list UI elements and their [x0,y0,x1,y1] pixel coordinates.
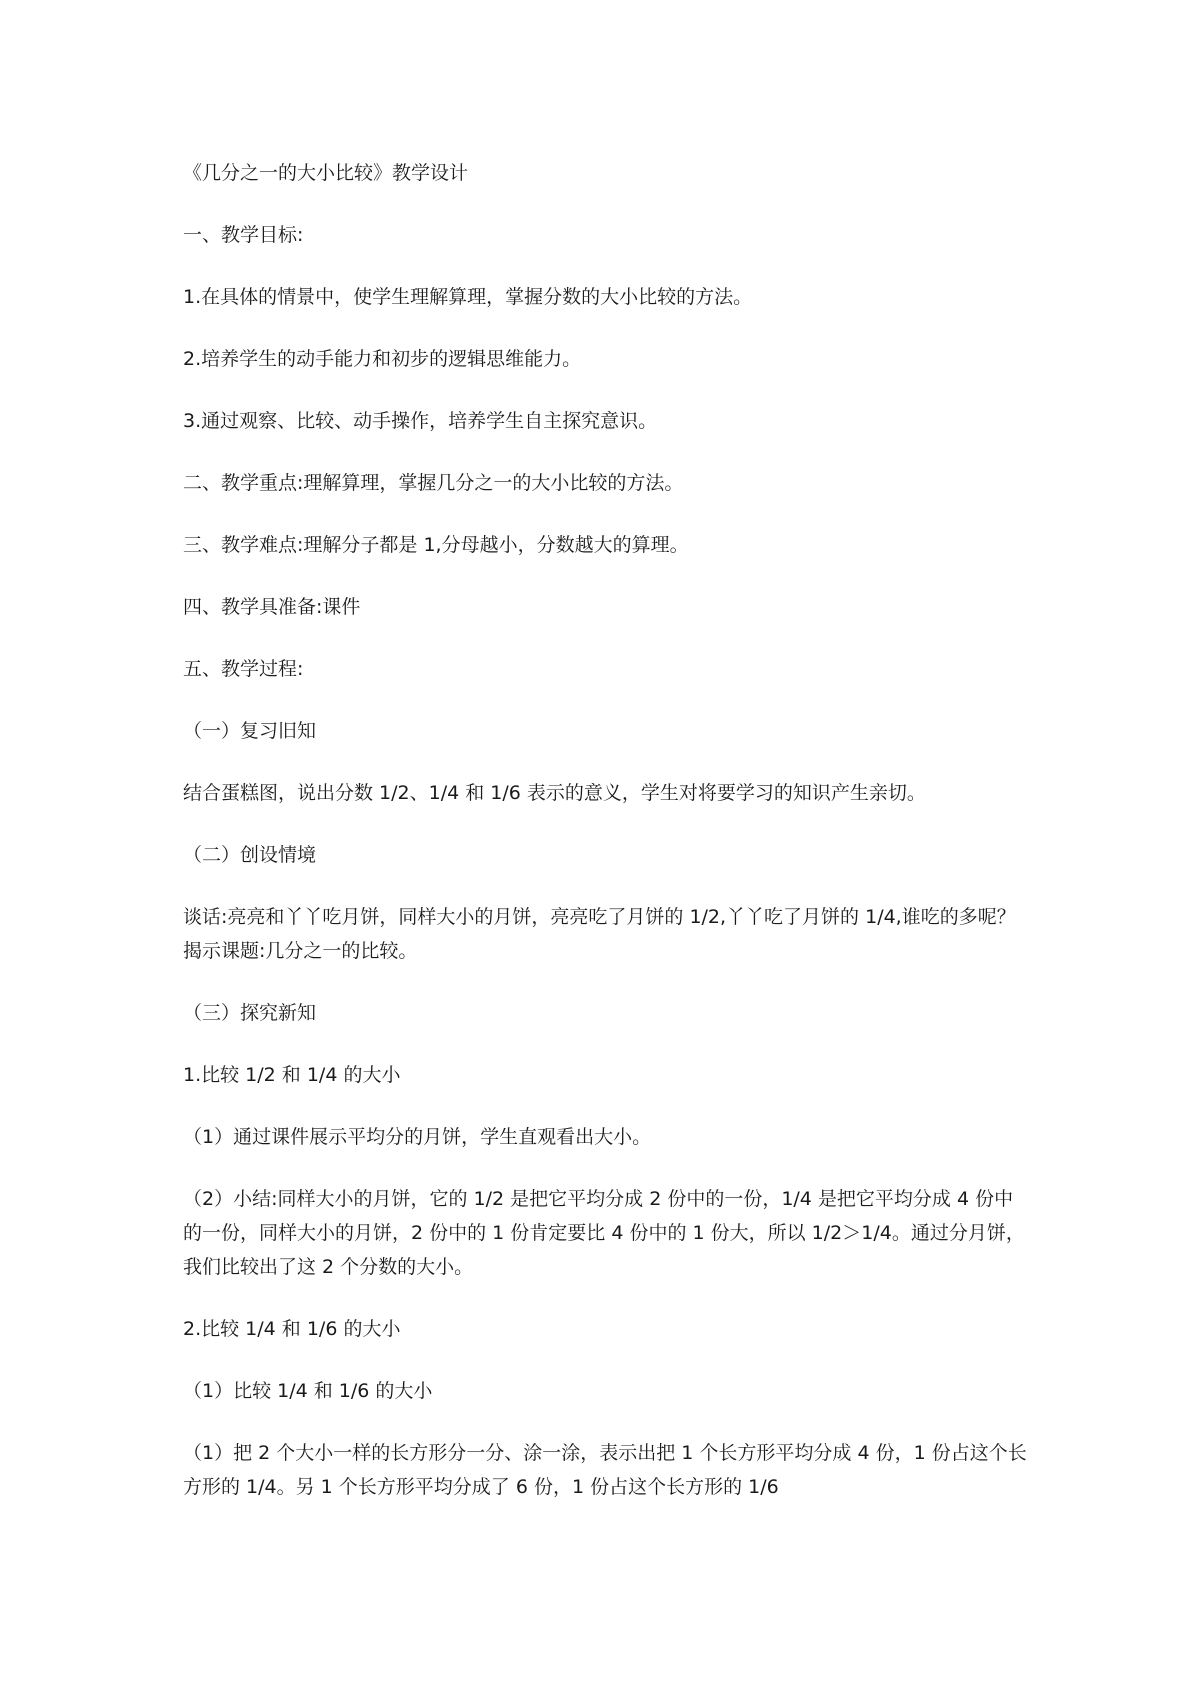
section-situation: （二）创设情境 [183,844,317,866]
heading-key-points: 二、教学重点:理解算理，掌握几分之一的大小比较的方法。 [183,472,684,494]
objective-2: 2.培养学生的动手能力和初步的逻辑思维能力。 [183,348,582,370]
situation-text: 谈话:亮亮和丫丫吃月饼，同样大小的月饼，亮亮吃了月饼的 1/2,丫丫吃了月饼的 1/4,谁吃的多呢？揭示课题:几分之一的比较。 [183,906,1016,962]
compare-step-1: （1）通过课件展示平均分的月饼，学生直观看出大小。 [183,1126,652,1148]
document-body [183,156,1028,1532]
section-explore: （三）探究新知 [183,1002,317,1024]
compare-quarter-sixth-heading: 2.比较 1/4 和 1/6 的大小 [183,1318,401,1340]
review-text: 结合蛋糕图，说出分数 1/2、1/4 和 1/6 表示的意义，学生对将要学习的知识产生亲切。 [183,782,926,804]
compare-half-quarter-heading: 1.比较 1/2 和 1/4 的大小 [183,1064,401,1086]
heading-objectives: 一、教学目标: [183,224,304,246]
objective-1: 1.在具体的情景中，使学生理解算理，掌握分数的大小比较的方法。 [183,286,753,308]
heading-materials: 四、教学具准备:课件 [183,596,361,618]
section-review: （一）复习旧知 [183,720,317,742]
compare-quarter-sixth-step: （1）比较 1/4 和 1/6 的大小 [183,1380,433,1402]
rectangle-activity: （1）把 2 个大小一样的长方形分一分、涂一涂，表示出把 1 个长方形平均分成 4 份，1 份占这个长方形的 1/4。另 1 个长方形平均分成了 6 份，1 份占这个长方形的 1/6 [183,1442,1027,1498]
document-title: 《几分之一的大小比较》教学设计 [183,162,469,184]
objective-3: 3.通过观察、比较、动手操作，培养学生自主探究意识。 [183,410,658,432]
compare-summary: （2）小结:同样大小的月饼，它的 1/2 是把它平均分成 2 份中的一份，1/4 是把它平均分成 4 份中的一份，同样大小的月饼，2 份中的 1 份肯定要比 4 份中的 1 份大，所以 1/2＞1/4。通过分月饼，我们比较出了这 2 个分数的大小。 [183,1188,1025,1278]
heading-difficulties: 三、教学难点:理解分子都是 1,分母越小，分数越大的算理。 [183,534,689,556]
heading-process: 五、教学过程: [183,658,304,680]
